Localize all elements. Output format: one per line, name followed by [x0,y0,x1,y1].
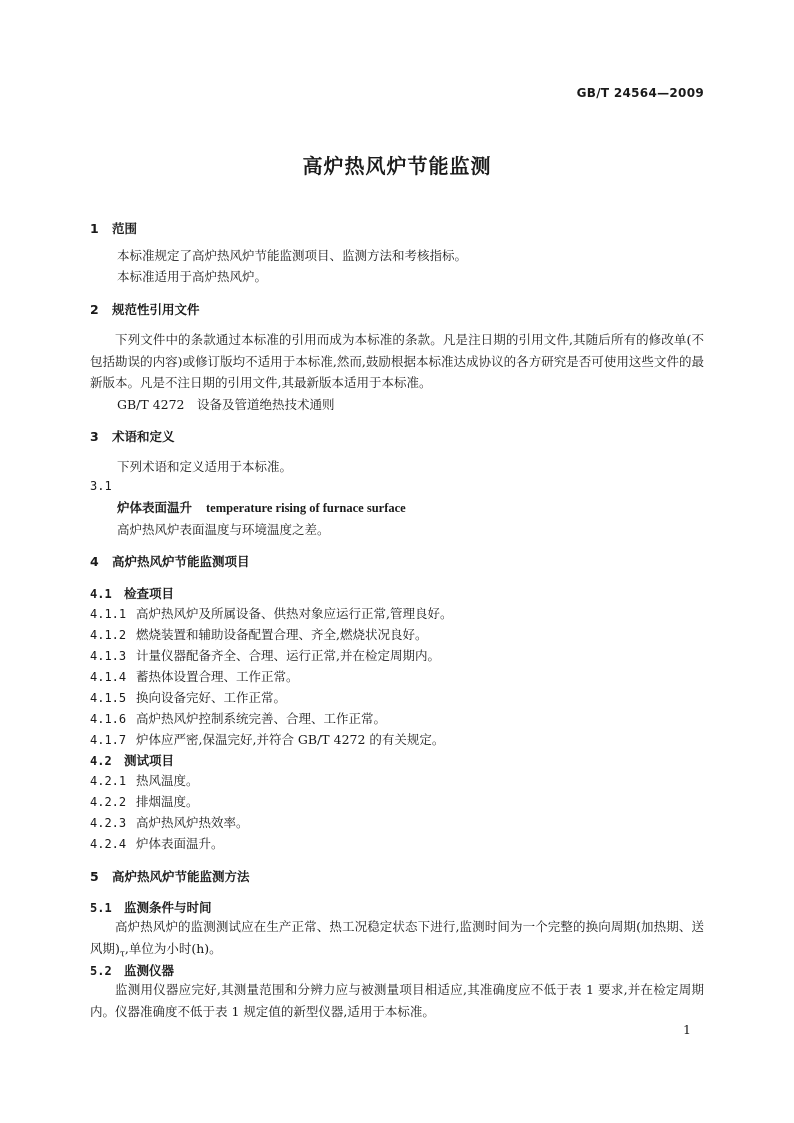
list-item [90,688,286,706]
term-entry [117,498,406,516]
item-number: 4.1.2 [90,628,127,642]
reference-item: GB/T 4272 设备及管道绝热技术通则 [117,397,335,412]
item-text: 热风温度。 [136,773,199,788]
paragraph: 本标准规定了高炉热风炉节能监测项目、监测方法和考核指标。 [117,248,468,263]
list-item [90,730,444,748]
subsection-4-1-heading [90,584,174,602]
paragraph: 下列文件中的条款通过本标准的引用而成为本标准的条款。凡是注日期的引用文件,其随后所有的修改单(不包括勘误的内容)或修订版均不适用于本标准,然而,鼓励根据本标准达成协议的各方研究是否可使用这些文件的最新版本。凡是不注日期的引用文件,其最新版本适用于本标准。 [90,332,704,390]
list-item [90,709,386,727]
section-3-heading [90,427,175,445]
item-number: 4.1.5 [90,691,127,705]
section-title: 术语和定义 [112,429,175,444]
subsection-title: 监测仪器 [124,963,175,978]
item-text: 计量仪器配备齐全、合理、运行正常,并在检定周期内。 [136,648,440,663]
list-item [90,834,224,852]
paragraph: 下列术语和定义适用于本标准。 [117,459,293,474]
section-number: 2 [90,302,99,317]
subsection-number: 5.1 [90,901,112,915]
list-item [90,771,199,789]
subsection-number: 4.1 [90,587,112,601]
item-number: 4.1.3 [90,649,127,663]
section-title: 高炉热风炉节能监测方法 [112,869,250,884]
item-number: 4.2.3 [90,816,127,830]
subsection-4-2-heading [90,751,174,769]
section-number: 4 [90,554,99,569]
section-1-heading [90,219,137,237]
item-text: 高炉热风炉控制系统完善、合理、工作正常。 [136,711,387,726]
item-text: 蓄热体设置合理、工作正常。 [136,669,299,684]
item-text: 炉体应严密,保温完好,并符合 GB/T 4272 的有关规定。 [136,732,445,747]
item-number: 4.1.1 [90,607,127,621]
list-item [90,792,199,810]
list-item [90,625,427,643]
subsection-title: 检查项目 [124,586,175,601]
section-number: 1 [90,221,99,236]
list-item [90,667,299,685]
paragraph: 监测用仪器应完好,其测量范围和分辨力应与被测量项目相适应,其准确度应不低于表 1 要求,并在检定周期内。仪器准确度不低于表 1 规定值的新型仪器,适用于本标准。 [90,982,704,1019]
paragraph: 本标准适用于高炉热风炉。 [117,269,268,284]
item-number: 4.2.1 [90,774,127,788]
term-number: 3.1 [90,479,112,493]
section-5-heading [90,867,250,885]
page-number: 1 [683,1022,691,1037]
list-item [90,813,249,831]
section-title: 范围 [112,221,138,236]
subsection-5-1-heading [90,898,212,916]
subsection-5-2-heading [90,961,174,979]
paragraph-tail: ,单位为小时(h)。 [124,940,222,956]
item-text: 高炉热风炉及所属设备、供热对象应运行正常,管理良好。 [136,606,453,621]
item-text: 高炉热风炉热效率。 [136,815,249,830]
item-text: 炉体表面温升。 [136,836,224,851]
page-title: 高炉热风炉节能监测 [302,154,492,178]
list-item [90,646,440,664]
term-english: temperature rising of furnace surface [206,501,406,515]
item-text: 排烟温度。 [136,794,199,809]
item-number: 4.1.4 [90,670,127,684]
section-number: 5 [90,869,99,884]
section-title: 规范性引用文件 [112,302,200,317]
subsection-number: 5.2 [90,964,112,978]
item-text: 燃烧装置和辅助设备配置合理、齐全,燃烧状况良好。 [136,627,428,642]
subsection-number: 4.2 [90,754,112,768]
item-number: 4.1.7 [90,733,127,747]
item-number: 4.2.4 [90,837,127,851]
paragraph [90,916,704,966]
paragraph-text: 高炉热风炉的监测测试应在生产正常、热工况稳定状态下进行,监测时间为一个完整的换向周期(加热期、送风期) [90,919,704,956]
section-number: 3 [90,429,99,444]
subsection-title: 监测条件与时间 [124,900,212,915]
item-text: 换向设备完好、工作正常。 [136,690,287,705]
section-4-heading [90,552,250,570]
section-2-heading [90,300,200,318]
term-chinese: 炉体表面温升 [117,500,193,515]
subsection-title: 测试项目 [124,753,175,768]
term-definition: 高炉热风炉表面温度与环境温度之差。 [117,522,330,537]
item-number: 4.1.6 [90,712,127,726]
standard-number: GB/T 24564—2009 [576,86,704,100]
tau-symbol: τ [119,949,125,959]
section-title: 高炉热风炉节能监测项目 [112,554,250,569]
list-item [90,604,452,622]
item-number: 4.2.2 [90,795,127,809]
